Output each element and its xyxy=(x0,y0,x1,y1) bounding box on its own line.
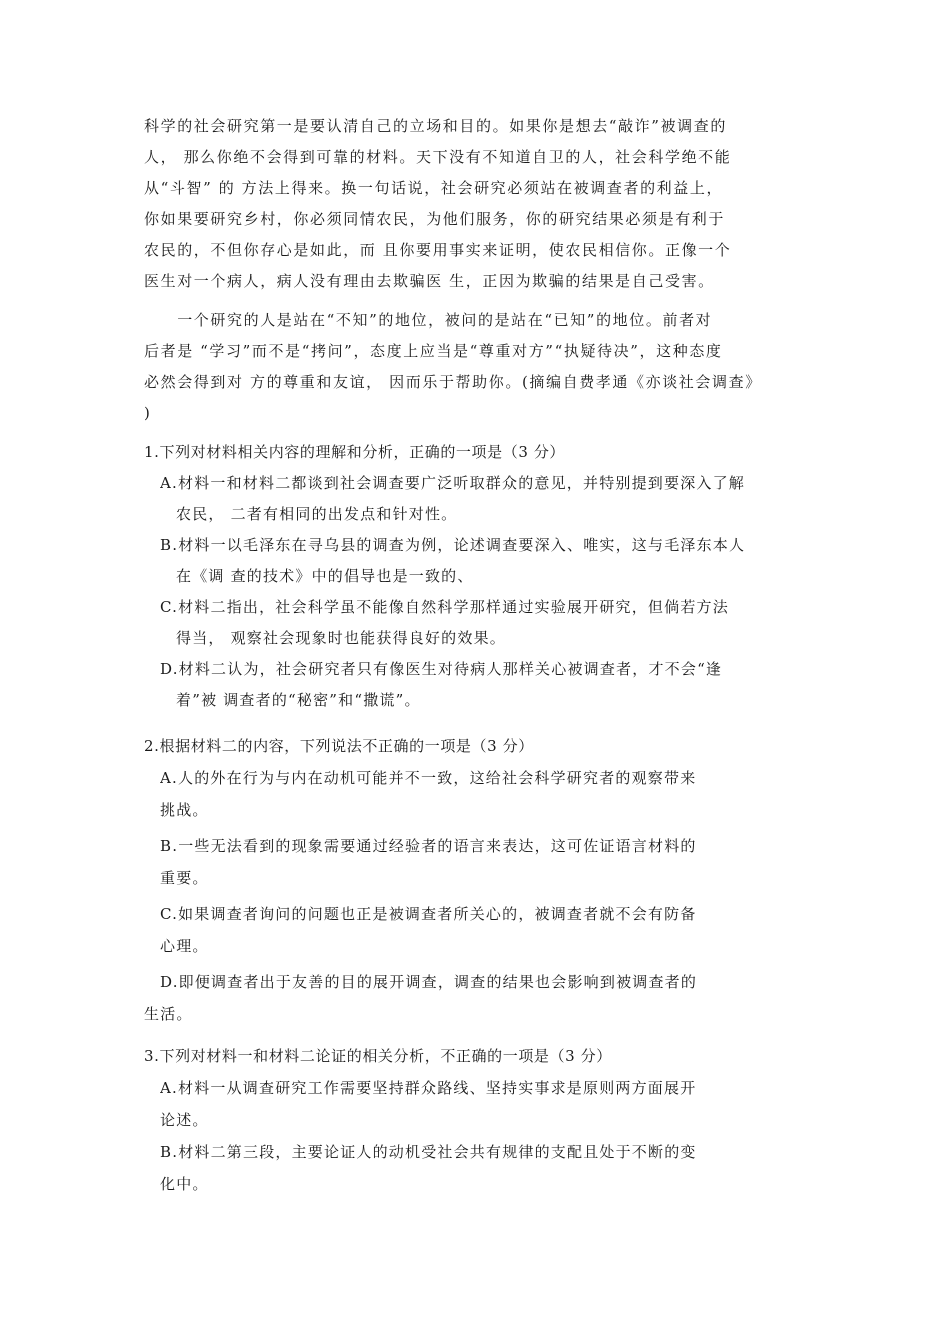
text-line: ) xyxy=(144,404,152,422)
option-text: 论述。 xyxy=(160,1111,209,1129)
option-text: 重要。 xyxy=(160,869,209,887)
passage-paragraph-2 xyxy=(144,305,806,429)
option-text: 得当， 观察社会现象时也能获得良好的效果。 xyxy=(176,629,506,647)
option-text: A.材料一从调查研究工作需要坚持群众路线、坚持实事求是原则两方面展开 xyxy=(160,1079,697,1097)
option-text: B.一些无法看到的现象需要通过经验者的语言来表达，这可佐证语言材料的 xyxy=(160,837,697,855)
option-text: D.材料二认为，社会研究者只有像医生对待病人那样关心被调查者，才不会“逢 xyxy=(160,660,723,678)
option-c xyxy=(160,592,806,654)
question-3 xyxy=(144,1040,806,1200)
text-line: 一个研究的人是站在“不知”的地位，被问的是站在“已知”的地位。前者对 xyxy=(144,311,713,329)
text-line: 医生对一个病人，病人没有理由去欺骗医 生，正因为欺骗的结果是自己受害。 xyxy=(144,272,715,290)
option-b xyxy=(160,1136,806,1200)
question-stem: 2.根据材料二的内容，下列说法不正确的一项是（3 分） xyxy=(144,737,534,755)
text-line: 从“斗智” 的 方法上得来。换一句话说，社会研究必须站在被调查者的利益上， xyxy=(144,179,724,197)
option-text: 生活。 xyxy=(144,1005,193,1023)
option-b xyxy=(160,530,806,592)
option-text: 着”被 调查者的“秘密”和“撒谎”。 xyxy=(176,691,421,709)
option-d xyxy=(144,966,806,1030)
option-text: A.材料一和材料二都谈到社会调查要广泛听取群众的意见，并特别提到要深入了解 xyxy=(160,474,746,492)
question-1 xyxy=(144,436,806,716)
text-line: 你如果要研究乡村，你必须同情农民，为他们服务，你的研究结果必须是有利于 xyxy=(144,210,726,228)
option-d xyxy=(160,654,806,716)
text-line: 科学的社会研究第一是要认清自己的立场和目的。如果你是想去“敲诈”被调查的 xyxy=(144,117,727,135)
question-2 xyxy=(144,730,806,1030)
option-text: 在《调 查的技术》中的倡导也是一致的、 xyxy=(176,567,474,585)
option-text: 挑战。 xyxy=(160,801,209,819)
option-b xyxy=(160,830,806,894)
option-text: B.材料一以毛泽东在寻乌县的调查为例，论述调查要深入、唯实，这与毛泽东本人 xyxy=(160,536,746,554)
text-line: 后者是 “学习”而不是“拷问”，态度上应当是“尊重对方”“执疑待决”，这种态度 xyxy=(144,342,723,360)
option-text: 农民， 二者有相同的出发点和针对性。 xyxy=(176,505,458,523)
question-stem: 3.下列对材料一和材料二论证的相关分析，不正确的一项是（3 分） xyxy=(144,1047,612,1065)
option-a xyxy=(160,1072,806,1136)
question-stem: 1.下列对材料相关内容的理解和分析，正确的一项是（3 分） xyxy=(144,443,566,461)
text-line: 农民的，不但你存心是如此，而 且你要用事实来证明，使农民相信你。正像一个 xyxy=(144,241,732,259)
option-c xyxy=(160,898,806,962)
text-line: 人， 那么你绝不会得到可靠的材料。天下没有不知道自卫的人，社会科学绝不能 xyxy=(144,148,732,166)
option-text: C.材料二指出，社会科学虽不能像自然科学那样通过实验展开研究，但倘若方法 xyxy=(160,598,729,616)
text-line: 必然会得到对 方的尊重和友谊， 因而乐于帮助你。(摘编自费孝通《亦谈社会调查》 xyxy=(144,373,762,391)
option-a xyxy=(160,762,806,826)
option-text: B.材料二第三段，主要论证人的动机受社会共有规律的支配且处于不断的变 xyxy=(160,1143,697,1161)
passage-paragraph-1 xyxy=(144,111,806,297)
option-text: C.如果调查者询问的问题也正是被调查者所关心的，被调查者就不会有防备 xyxy=(160,905,697,923)
option-text: 心理。 xyxy=(160,937,209,955)
option-a xyxy=(160,468,806,530)
option-text: 化中。 xyxy=(160,1175,209,1193)
option-text: D.即便调查者出于友善的目的展开调查，调查的结果也会影响到被调查者的 xyxy=(160,973,698,991)
option-text: A.人的外在行为与内在动机可能并不一致，这给社会科学研究者的观察带来 xyxy=(160,769,697,787)
